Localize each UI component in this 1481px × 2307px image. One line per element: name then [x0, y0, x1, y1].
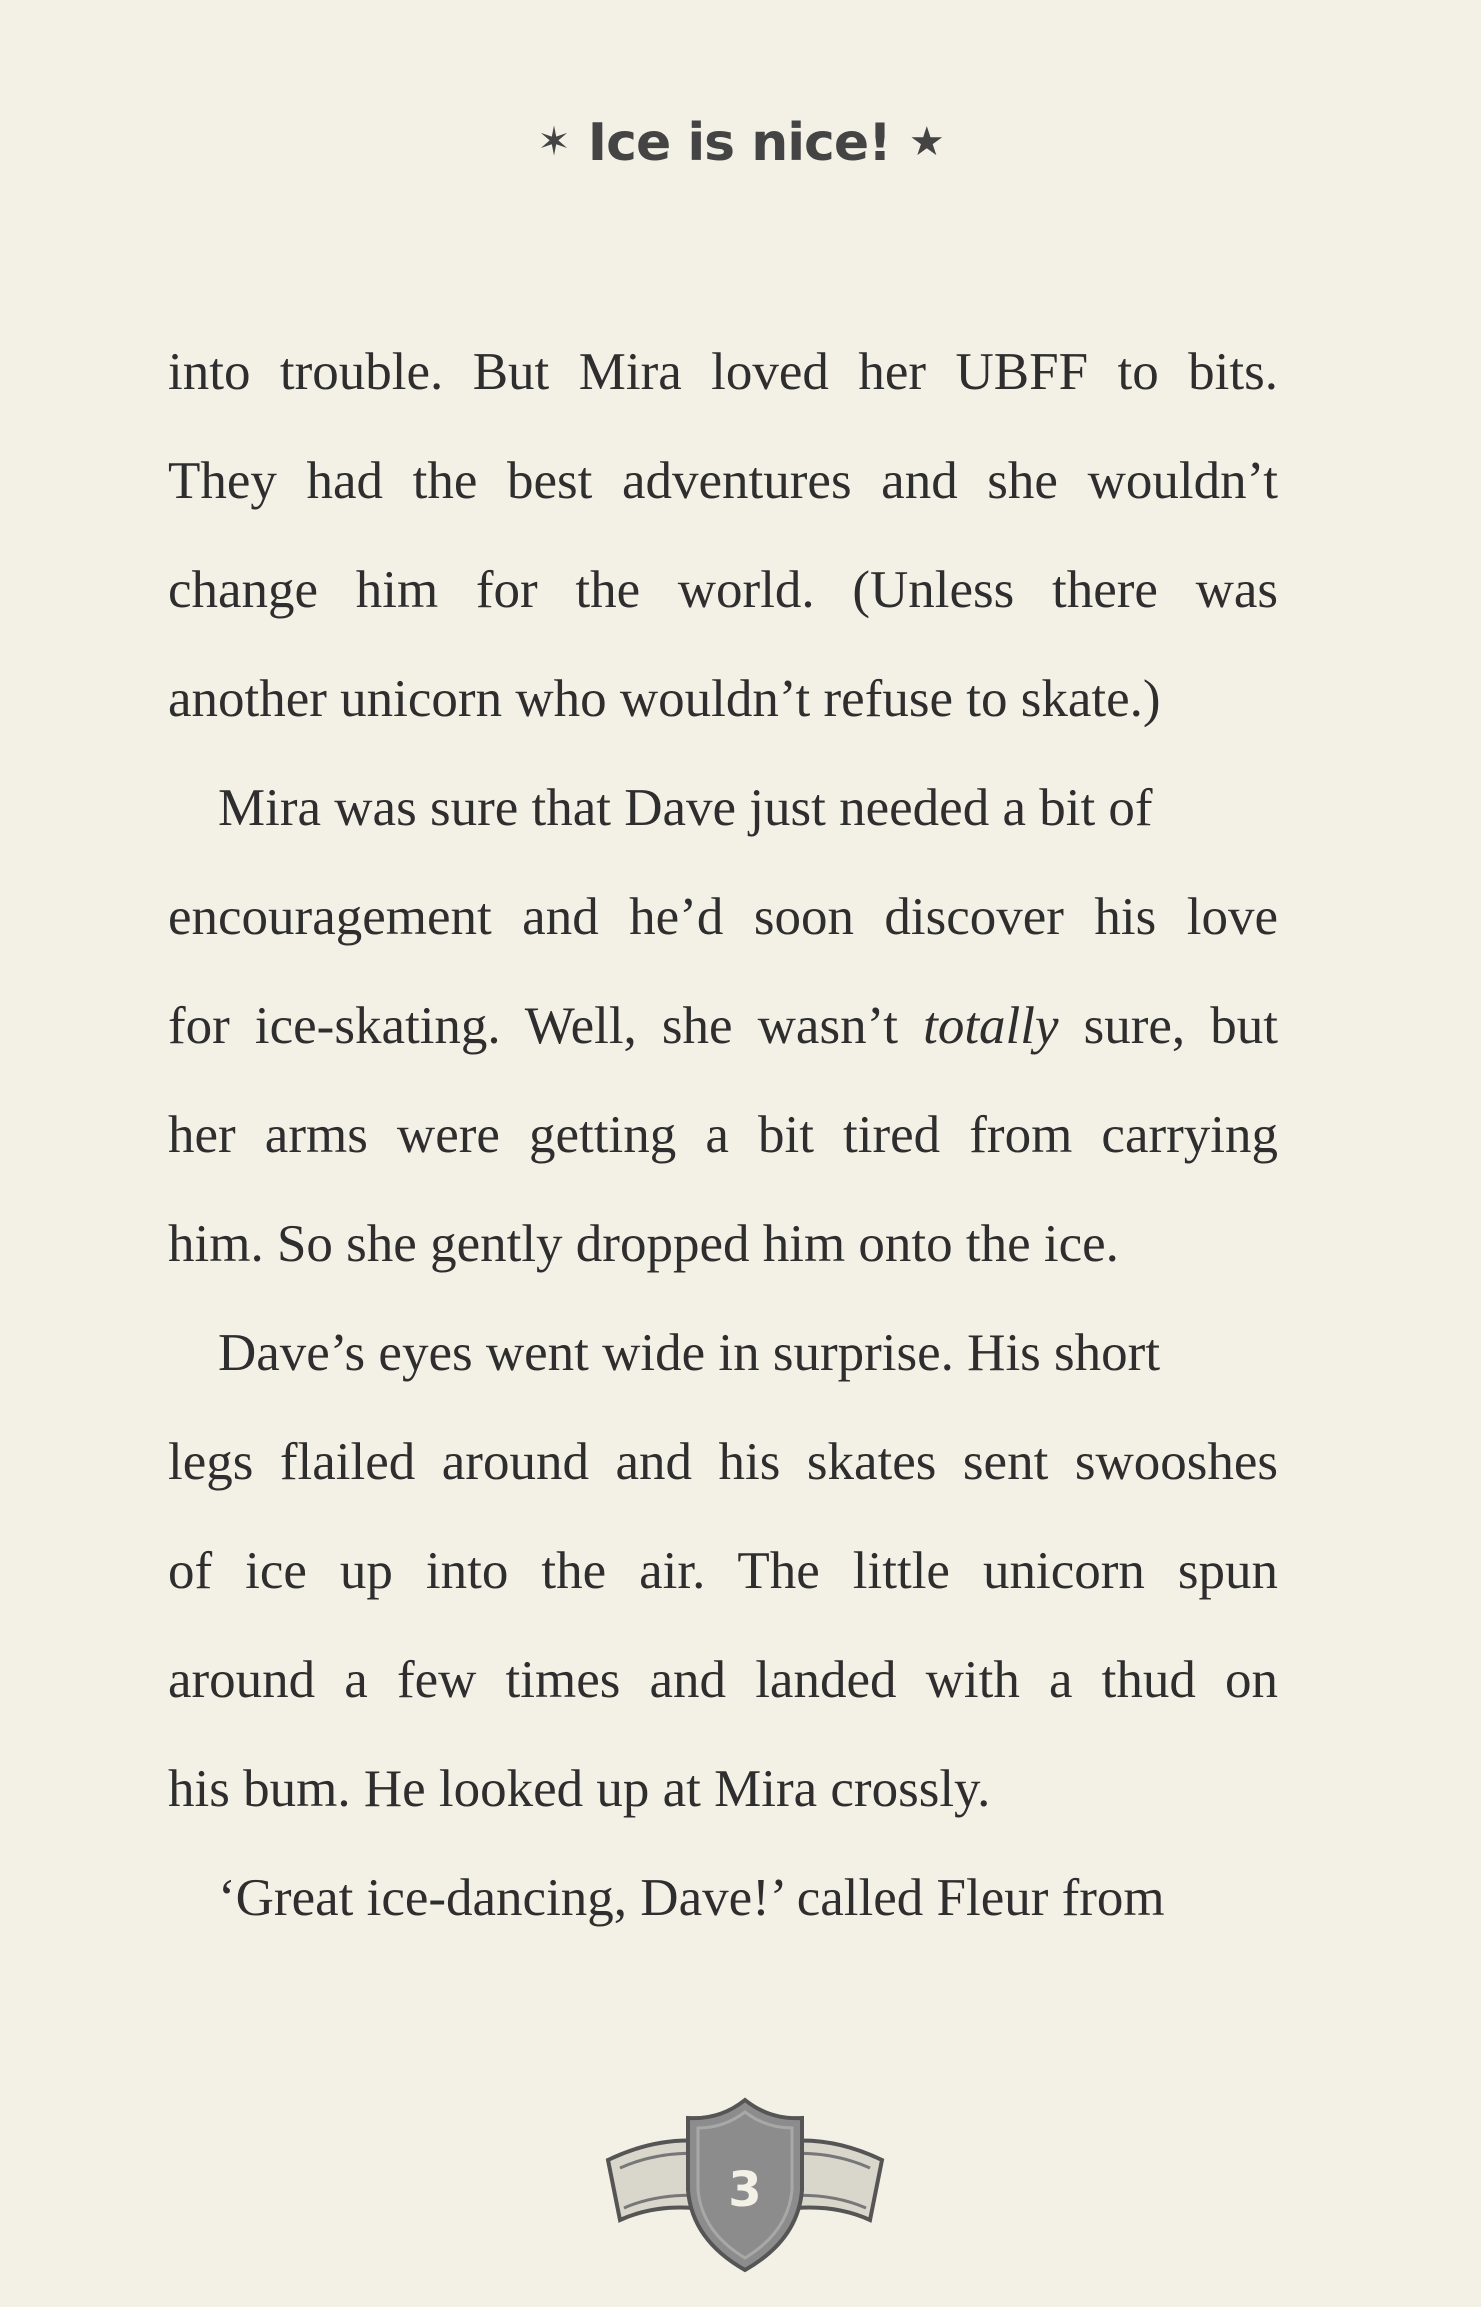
text-run: sure, but: [1058, 997, 1278, 1055]
text-line: him. So she gently dropped him onto the ice.: [168, 1215, 1119, 1273]
text-line: around a few times and landed with a thud on: [168, 1651, 1278, 1709]
paragraph-3: [168, 1299, 1278, 1408]
text-line: change him for the world. (Unless there was: [168, 561, 1278, 619]
text-line: encouragement and he’d soon discover his love: [168, 888, 1278, 946]
paragraph-1-cont: [168, 427, 1278, 536]
text-line: ‘Great ice-dancing, Dave!’ called Fleur from: [218, 1869, 1165, 1927]
text-line: another unicorn who wouldn’t refuse to skate.): [168, 670, 1161, 728]
paragraph-2-cont: [168, 863, 1278, 972]
paragraph-3-cont: [168, 1626, 1278, 1735]
paragraph-1: [168, 318, 1278, 427]
chapter-title: Ice is nice!: [587, 113, 891, 173]
text-line: her arms were getting a bit tired from carrying: [168, 1106, 1278, 1164]
paragraph-1-end: [168, 645, 1278, 754]
running-header: [0, 108, 1481, 181]
page-number-badge: [600, 2090, 890, 2280]
star-right-icon: ★: [908, 119, 944, 165]
paragraph-3-end: [168, 1735, 1278, 1844]
text-run: for ice-skating. Well, she wasn’t: [168, 997, 924, 1055]
text-line: into trouble. But Mira loved her UBFF to bits.: [168, 343, 1278, 401]
body-text: [168, 318, 1278, 1953]
text-line-with-italic: [168, 972, 1278, 1081]
text-line: his bum. He looked up at Mira crossly.: [168, 1760, 991, 1818]
paragraph-2-end: [168, 1190, 1278, 1299]
text-line: They had the best adventures and she wouldn’t: [168, 452, 1278, 510]
star-left-icon: ✶: [537, 119, 570, 165]
italic-emphasis: totally: [923, 997, 1059, 1055]
paragraph-2-cont: [168, 972, 1278, 1081]
paragraph-4: [168, 1844, 1278, 1953]
paragraph-2: [168, 754, 1278, 863]
paragraph-1-cont: [168, 536, 1278, 645]
text-line: Dave’s eyes went wide in surprise. His short: [218, 1324, 1161, 1382]
paragraph-3-cont: [168, 1517, 1278, 1626]
page-number: 3: [728, 2162, 762, 2218]
text-line: legs flailed around and his skates sent swooshes: [168, 1433, 1278, 1491]
text-line: Mira was sure that Dave just needed a bit of: [218, 779, 1153, 837]
paragraph-2-cont: [168, 1081, 1278, 1190]
shield-ribbon-icon: [600, 2090, 890, 2280]
paragraph-3-cont: [168, 1408, 1278, 1517]
text-line: of ice up into the air. The little unicorn spun: [168, 1542, 1278, 1600]
